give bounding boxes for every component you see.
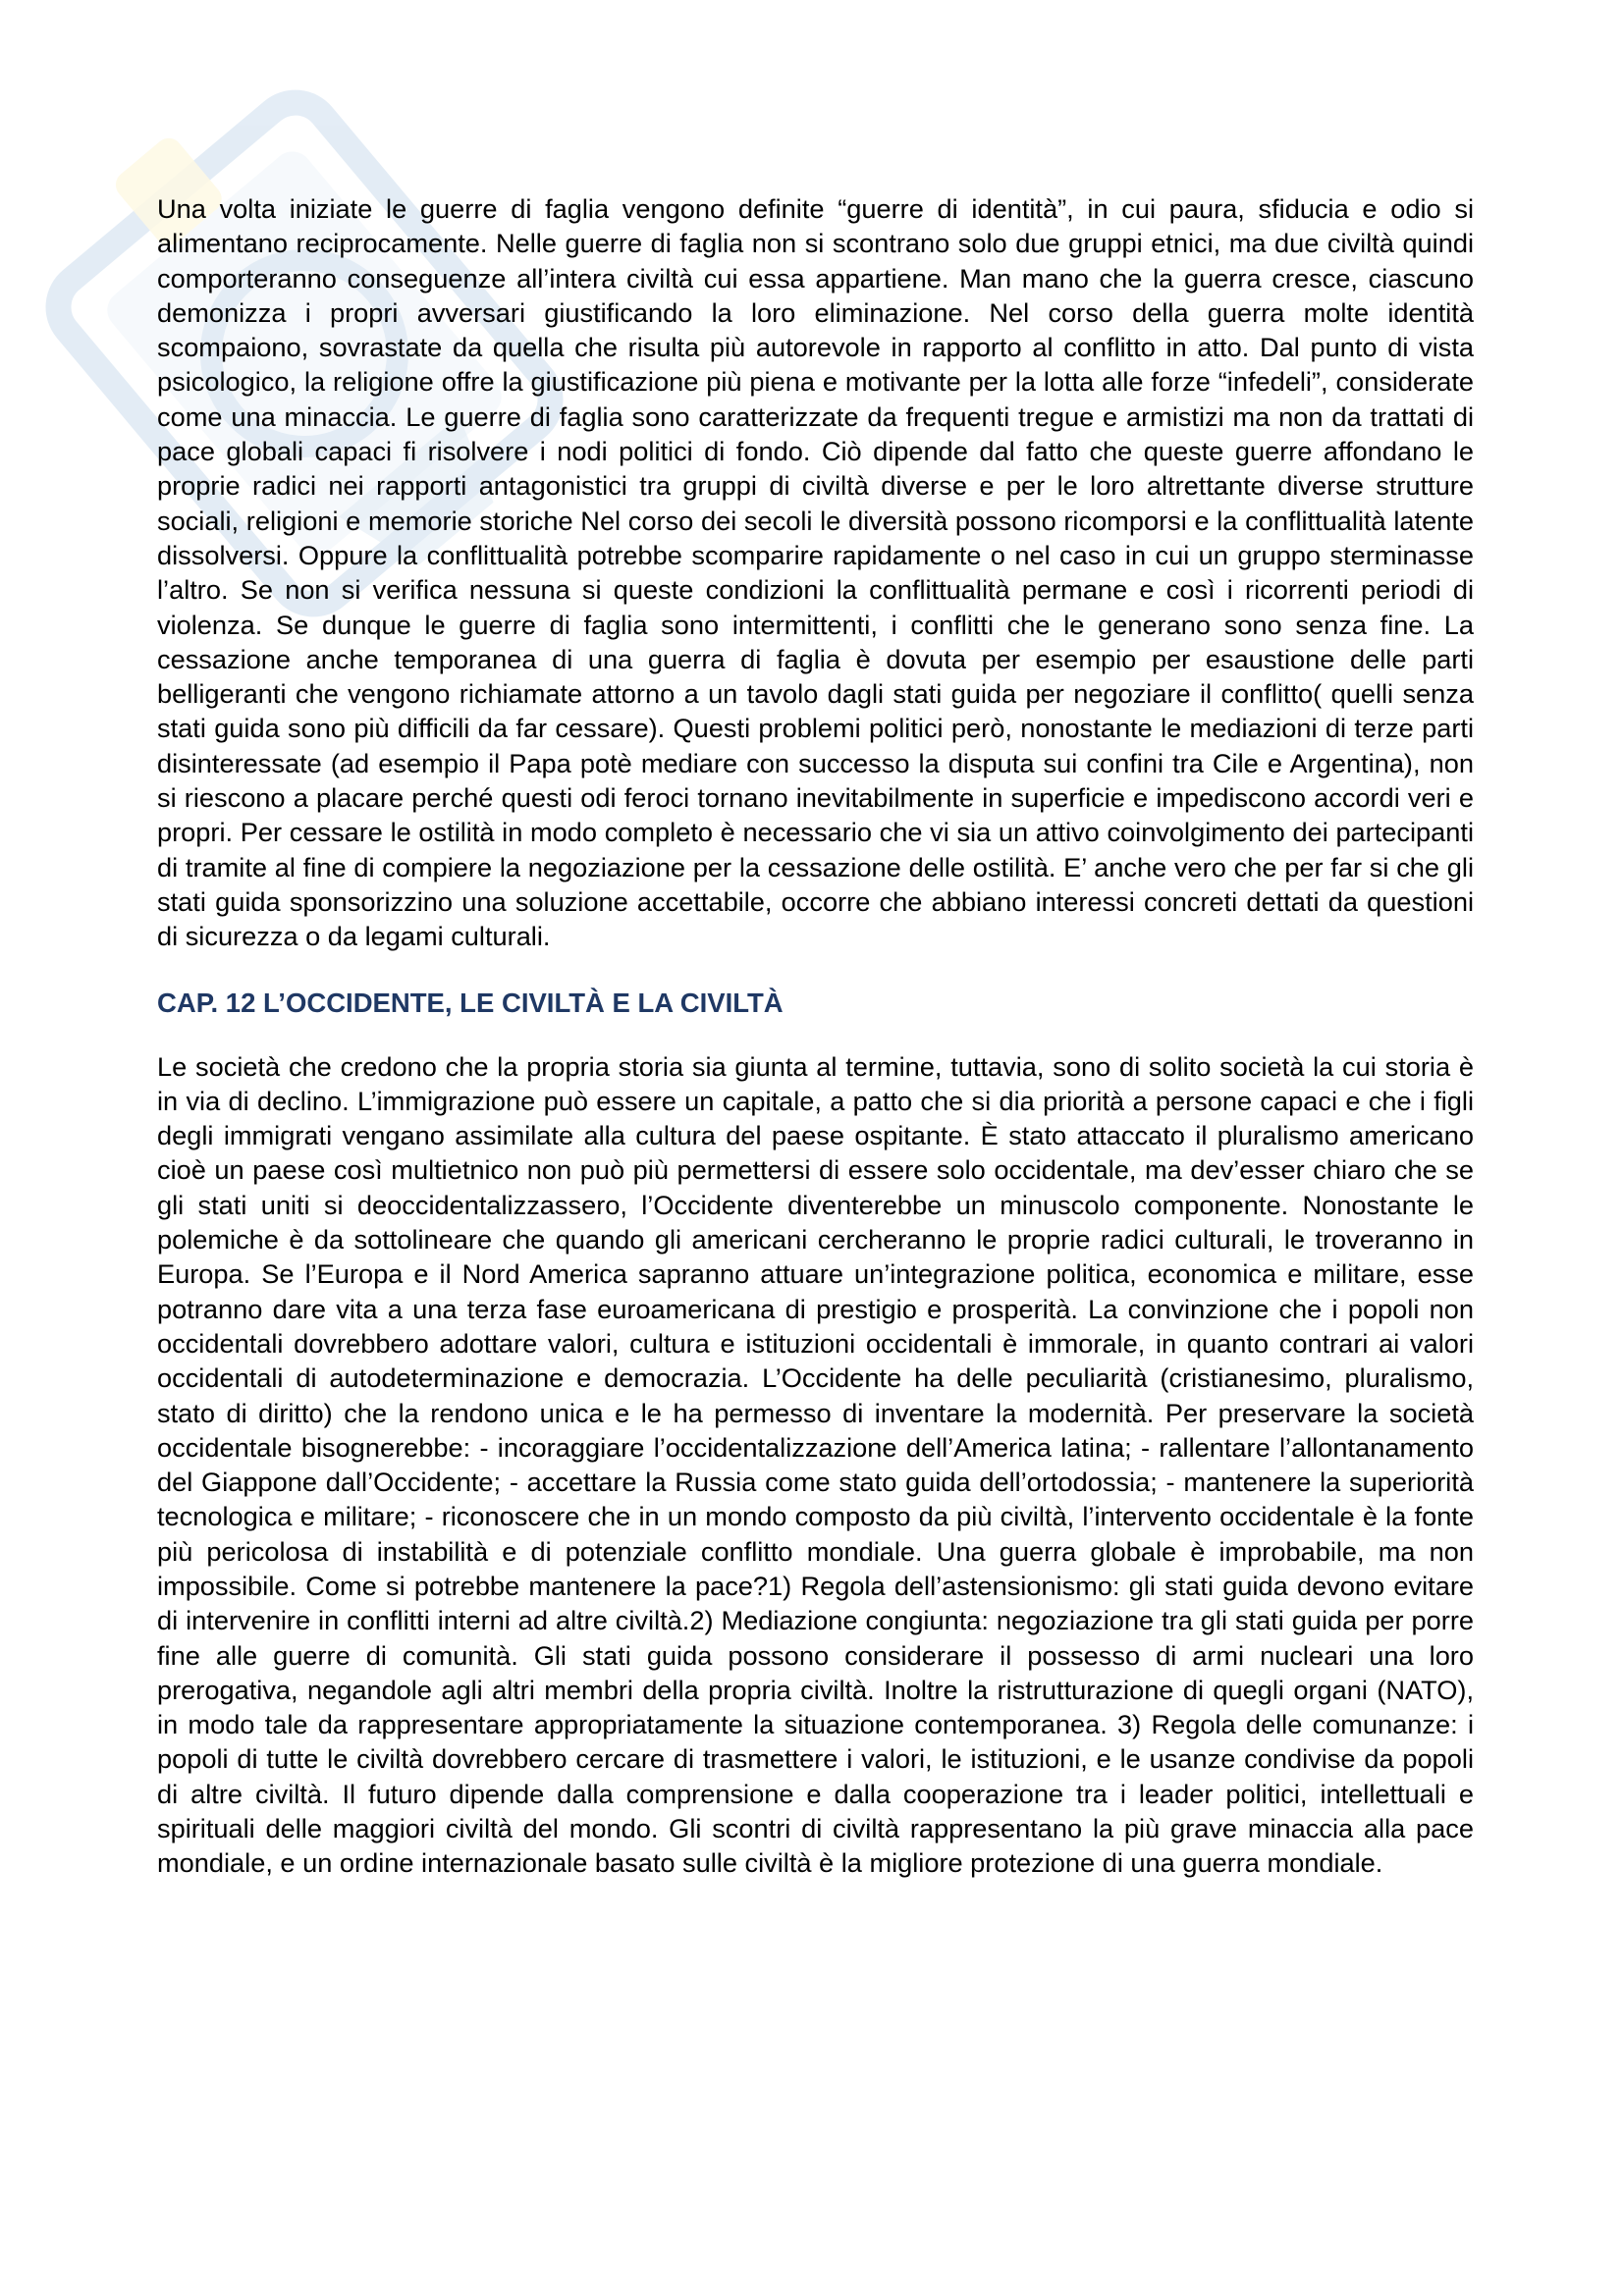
paragraph-2: Le società che credono che la propria storia sia giunta al termine, tuttavia, sono di solito società la cui storia è in via di declino. L’immigrazione può essere un capitale, a patto che si dia priorità a persone capaci e che i figli degli immigrati vengano assimilate alla cultura del paese ospitante. È stato attaccato il pluralismo americano cioè un paese così multietnico non può più permettersi di essere solo occidentale, ma dev’esser chiaro che se gli stati uniti si deoccidentalizzassero, l’Occidente diventerebbe un minuscolo componente. Nonostante le polemiche è da sottolineare che quando gli americani cercheranno le proprie radici culturali, le troveranno in Europa. Se l’Europa e il Nord America sapranno attuare un’integrazione politica, economica e militare, esse potranno dare vita a una terza fase euroamericana di prestigio e prosperità. La convinzione che i popoli non occidentali dovrebbero adottare valori, cultura e istituzioni occidentali è immorale, in quanto contrari ai valori occidentali di autodeterminazione e democrazia. L’Occidente ha delle peculiarità (cristianesimo, pluralismo, stato di diritto) che la rendono unica e le ha permesso di inventare la modernità. Per preservare la società occidentale bisognerebbe: - incoraggiare l’occidentalizzazione dell’America latina; - rallentare l’allontanamento del Giappone dall’Occidente; - accettare la Russia come stato guida dell’ortodossia; - mantenere la superiorità tecnologica e militare; - riconoscere che in un mondo composto da più civiltà, l’intervento occidentale è la fonte più pericolosa di instabilità e di potenziale conflitto mondiale. Una guerra globale è improbabile, ma non impossibile. Come si potrebbe mantenere la pace?1) Regola dell’astensionismo: gli stati guida devono evitare di intervenire in conflitti interni ad altre civiltà.2) Mediazione congiunta: negoziazione tra gli stati guida per porre fine alle guerre di comunità. Gli stati guida possono considerare il possesso di armi nucleari una loro prerogativa, negandole agli altri membri della propria civiltà. Inoltre la ristrutturazione di quegli organi (NATO), in modo tale da rappresentare appropriatamente la situazione contemporanea. 3) Regola delle comunanze: i popoli di tutte le civiltà dovrebbero cercare di trasmettere i valori, le istituzioni, e le usanze condivise da popoli di altre civiltà. Il futuro dipende dalla comprensione e dalla cooperazione tra i leader politici, intellettuali e spirituali delle maggiori civiltà del mondo. Gli scontri di civiltà rappresentano la più grave minaccia alla pace mondiale, e un ordine internazionale basato sulle civiltà è la migliore protezione di una guerra mondiale.: [157, 1050, 1474, 1879]
document-body: [157, 191, 1474, 1881]
chapter-heading: CAP. 12 L’OCCIDENTE, LE CIVILTÀ E LA CIVILTÀ: [157, 987, 784, 1018]
paragraph-1: Una volta iniziate le guerre di faglia vengono definite “guerre di identità”, in cui paura, sfiducia e odio si alimentano reciprocamente. Nelle guerre di faglia non si scontrano solo due gruppi etnici, ma due civiltà quindi comporteranno conseguenze all’intera civiltà cui essa appartiene. Man mano che la guerra cresce, ciascuno demonizza i propri avversari giustificando la loro eliminazione. Nel corso della guerra molte identità scompaiono, sovrastate da quella che risulta più autorevole in rapporto al conflitto in atto. Dal punto di vista psicologico, la religione offre la giustificazione più piena e motivante per la lotta alle forze “infedeli”, considerate come una minaccia. Le guerre di faglia sono caratterizzate da frequenti tregue e armistizi ma non da trattati di pace globali capaci fi risolvere i nodi politici di fondo. Ciò dipende dal fatto che queste guerre affondano le proprie radici nei rapporti antagonistici tra gruppi di civiltà diverse e per le loro altrettante diverse strutture sociali, religioni e memorie storiche Nel corso dei secoli le diversità possono ricomporsi e la conflittualità latente dissolversi. Oppure la conflittualità potrebbe scomparire rapidamente o nel caso in cui un gruppo sterminasse l’altro. Se non si verifica nessuna si queste condizioni la conflittualità permane e così i ricorrenti periodi di violenza. Se dunque le guerre di faglia sono intermittenti, i conflitti che le generano sono senza fine. La cessazione anche temporanea di una guerra di faglia è dovuta per esempio per esaustione delle parti belligeranti che vengono richiamate attorno a un tavolo dagli stati guida per negoziare il conflitto( quelli senza stati guida sono più difficili da far cessare). Questi problemi politici però, nonostante le mediazioni di terze parti disinteressate (ad esempio il Papa potè mediare con successo la disputa sui confini tra Cile e Argentina), non si riescono a placare perché questi odi feroci tornano inevitabilmente in superficie e impediscono accordi veri e propri. Per cessare le ostilità in modo completo è necessario che vi sia un attivo coinvolgimento dei partecipanti di tramite al fine di compiere la negoziazione per la cessazione delle ostilità. E’ anche vero che per far si che gli stati guida sponsorizzino una soluzione accettabile, occorre che abbiano interessi concreti dettati da questioni di sicurezza o da legami culturali.: [157, 193, 1474, 952]
